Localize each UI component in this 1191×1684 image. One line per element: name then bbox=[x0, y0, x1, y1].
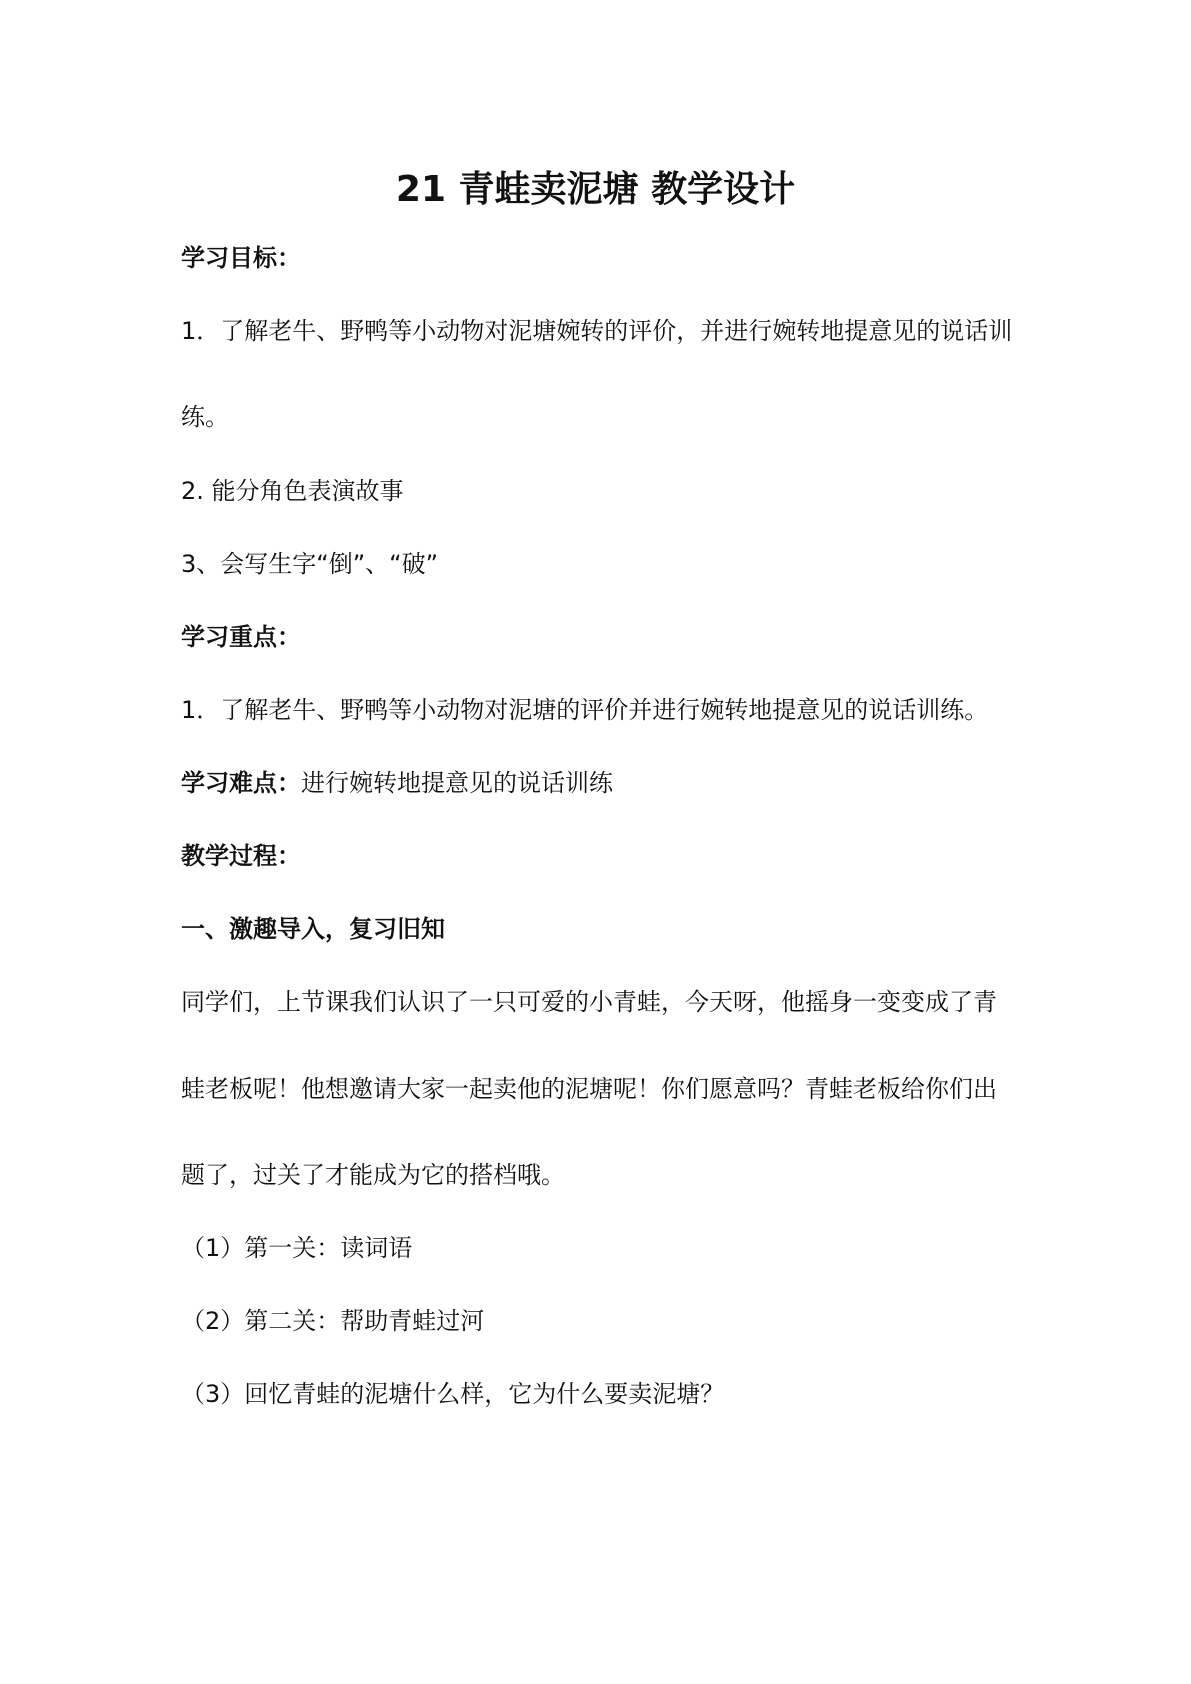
paragraph-line-3: 题了，过关了才能成为它的搭档哦。 bbox=[181, 1161, 565, 1189]
step-2: （2）第二关：帮助青蛙过河 bbox=[181, 1307, 485, 1335]
document-title: 21 青蛙卖泥塘 教学设计 bbox=[395, 169, 796, 210]
step-1: （1）第一关：读词语 bbox=[181, 1234, 413, 1262]
paragraph-line-1: 同学们，上节课我们认识了一只可爱的小青蛙，今天呀，他摇身一变变成了青 bbox=[181, 988, 997, 1016]
objective-1-line-1: 1．了解老牛、野鸭等小动物对泥塘婉转的评价，并进行婉转地提意见的说话训 bbox=[181, 317, 1013, 345]
key-points-heading: 学习重点： bbox=[181, 623, 301, 651]
paragraph-line-2: 蛙老板呢！他想邀请大家一起卖他的泥塘呢！你们愿意吗？青蛙老板给你们出 bbox=[181, 1075, 997, 1103]
objective-1-line-2: 练。 bbox=[181, 403, 229, 431]
objective-2: 2. 能分角色表演故事 bbox=[181, 477, 404, 505]
objectives-heading: 学习目标： bbox=[181, 244, 301, 272]
key-point-1: 1．了解老牛、野鸭等小动物对泥塘的评价并进行婉转地提意见的说话训练。 bbox=[181, 696, 989, 724]
objective-3: 3、会写生字“倒”、“破” bbox=[181, 550, 439, 578]
difficulty-heading: 学习难点： bbox=[181, 769, 301, 797]
difficulty-row bbox=[181, 768, 613, 798]
section-1-heading: 一、激趣导入，复习旧知 bbox=[181, 915, 445, 943]
process-heading: 教学过程： bbox=[181, 842, 301, 870]
difficulty-text: 进行婉转地提意见的说话训练 bbox=[301, 769, 613, 797]
step-3: （3）回忆青蛙的泥塘什么样，它为什么要卖泥塘？ bbox=[181, 1380, 725, 1408]
